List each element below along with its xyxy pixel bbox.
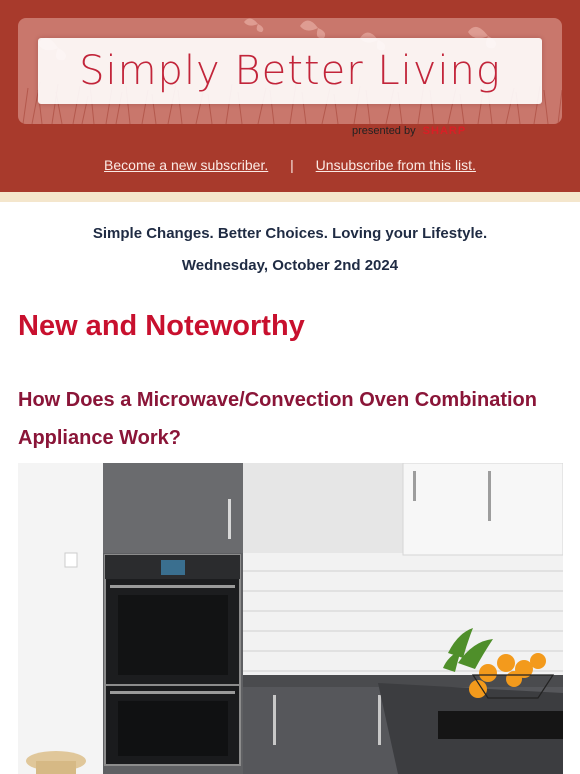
banner xyxy=(18,18,562,124)
email-header xyxy=(0,0,580,192)
subscribe-link[interactable]: Become a new subscriber. xyxy=(104,157,269,173)
article-title[interactable]: How Does a Microwave/Convection Oven Combination Appliance Work? xyxy=(18,389,537,449)
banner-title-box xyxy=(38,38,542,104)
presented-by xyxy=(352,125,466,137)
kitchen-hero-image[interactable] xyxy=(18,463,563,774)
section-title: New and Noteworthy xyxy=(18,310,305,342)
subscription-links xyxy=(0,157,580,173)
link-separator: | xyxy=(290,157,294,173)
presented-by-label: presented by xyxy=(352,125,416,137)
sponsor-logo[interactable]: SHARP xyxy=(422,125,467,137)
kitchen-illustration xyxy=(18,463,563,774)
brand-title: Simply Better Living xyxy=(79,48,501,94)
tagline: Simple Changes. Better Choices. Loving your Lifestyle. xyxy=(92,225,488,242)
issue-date: Wednesday, October 2nd 2024 xyxy=(181,257,399,274)
unsubscribe-link[interactable]: Unsubscribe from this list. xyxy=(315,157,476,173)
header-stripe xyxy=(0,192,580,202)
